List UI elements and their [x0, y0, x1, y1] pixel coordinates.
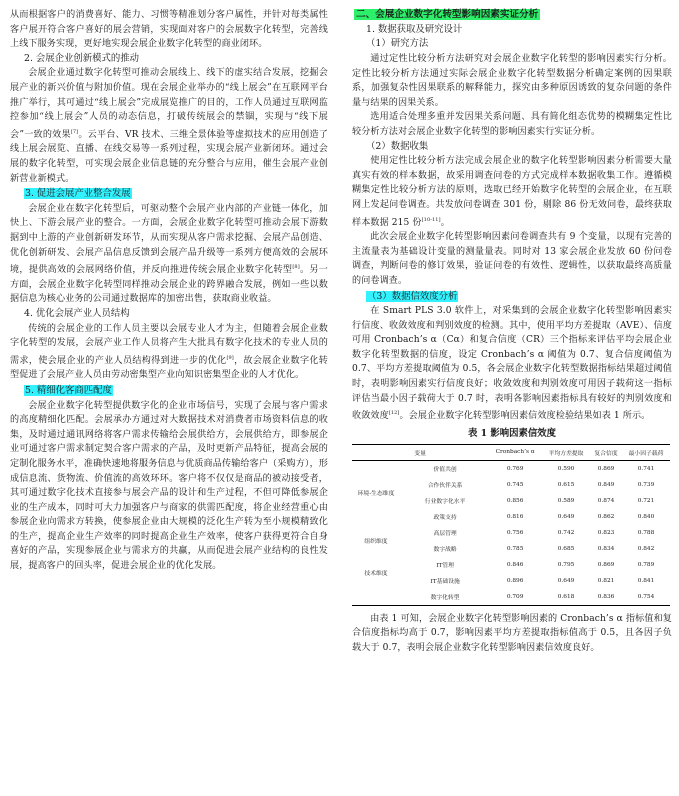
highlight-reliability: （3）数据信效度分析: [367, 290, 458, 302]
table-header-min-loading: 最小因子载荷: [622, 444, 670, 460]
heading-research-method: （1）研究方法: [366, 38, 429, 50]
table-cell: 0.709: [488, 589, 542, 606]
heading-reliability: [352, 290, 672, 305]
table-cell: 0.869: [597, 561, 615, 568]
table-cell: 0.785: [506, 545, 524, 552]
table-cell: 0.649: [557, 577, 575, 584]
heading-data-design: 1. 数据获取及研究设计: [366, 23, 463, 35]
paragraph-method-2: 选用适合处理多重并发因果关系问题、具有简化组态优势的模糊集定性比较分析方法对会展企业数字化转型的影响因素实行实证分析。: [352, 112, 672, 137]
citation-7: [7]: [70, 128, 79, 135]
paragraph-staff-text: 传统的会展企业的工作人员主要以会展专业人才为主，但随着会展企业数字化转型的发展，会展产业工作人员将产生大批具有数字化技术的专业人员的需求，使会展企业的产业人员结构得到进一步的优化: [10, 323, 328, 366]
table-cell: 0.769: [506, 465, 524, 472]
paragraph-conclusion: 由表 1 可知，会展企业数字化转型影响因素的 Cronbach’s α 指标值和复合信度指标均高于 0.7，影响因素平均方差提取指标值高于 0.5，且各因子负载大于 0.7，表明会展企业数字化转型影响因素信效度良好。: [352, 613, 672, 654]
paragraph-reliability-tail: 。会展企业数字化转型影响因素信效度检验结果如表 1 所示。: [399, 411, 651, 422]
citation-12: [12]: [388, 410, 400, 417]
table-cell: 0.836: [590, 589, 622, 606]
paragraph-collection-1-text: 使用定性比较分析方法完成会展企业的数字化转型影响因素分析需要大量真实有效的样本数据，故采用调查问卷的方式完成样本数据收集工作。遵循模糊集定性比较分析方法的原则，选取已经开始数字化转型的会展企业，在互联网上发起问卷调查。共发放问卷调查 301 份，剔除 86 份无效问卷，最终获取样本数据 215 份: [352, 156, 672, 228]
heading-industry-integration: [10, 187, 328, 202]
paragraph-reliability: [352, 304, 672, 424]
paragraph-method-1: 通过定性比较分析方法研究对会展企业数字化转型的影响因素实行分析。定性比较分析方法通过实际会展企业数字化转型数据分析确定案例的因果联系，加强复杂性因果联系的解释能力，探究由多种原因诱致的复杂问题的条件量与结果的因果关系。: [352, 53, 672, 108]
table-row-label: 行业数字化水平: [424, 499, 466, 506]
table-cell: 0.618: [542, 589, 590, 606]
table-cell: 0.896: [506, 577, 524, 584]
heading-matching: [10, 384, 328, 399]
table-row-label: 价值共创: [433, 467, 457, 474]
table-row: [352, 493, 670, 509]
paragraph-matching: 会展企业数字化转型提供数字化的企业市场信号，实现了会展与客户需求的高度精细化匹配。会展承办方通过对大数据技术对消费者市场资料信息的收集，及时通过通讯网络将客户需求传输给会展供给方，会展供给方，即参展企业可通过客户需求制定契合客户需求的产品，及时更新产品特征，提高会展的定制化服务水平，准确快速地将服务信息与优质商品传输给客户（采购方），形成信息流、货物流、价值流的高效环环。客户将不仅仅是商品的被动接受者，其可通过数字化技术直接参与展会产品的设计和生产过程，不但可降低参展企业的生产成本，同时可大力加强客户与商家的供需匹配度，将企业经营重心由参展企业向需求方转换，使参展企业由大规模的泛化生产转为至小规模精致化的生产，提高企业生产效率的同时提高企业生产效率，使客户获得更符合自身喜好的产品，实现参展企业与需求方的共赢，从而促进会展产业结构的良性发展，提高客户的回头率，促进会展企业的优化发展。: [10, 400, 328, 572]
table-header-variable: 变量: [352, 444, 488, 460]
table-header-cr: 复合信度: [590, 444, 622, 460]
table-row: [352, 477, 670, 493]
table-group-env: 环境-生态维度: [357, 491, 395, 498]
table-cell: 0.823: [597, 529, 615, 536]
paragraph-integration: [10, 202, 328, 307]
highlight-matching: 5. 精细化客商匹配度: [25, 384, 112, 396]
table-row-label: 数字战略: [433, 547, 457, 554]
table-cell: 0.741: [637, 465, 655, 472]
table-row-label: 合作伙伴关系: [427, 483, 463, 490]
table-cell: 0.842: [637, 545, 655, 552]
table-cell: 0.856: [506, 497, 524, 504]
table-group-org: 组织维度: [364, 539, 388, 546]
table-cell: 0.756: [506, 529, 524, 536]
citation-10-11: [10-11]: [421, 216, 441, 223]
table-cell: 0.874: [597, 497, 615, 504]
highlight-industry-integration: 3. 促进会展产业整合发展: [25, 188, 131, 200]
table-cell: 0.816: [506, 513, 524, 520]
table-cell: 0.754: [622, 589, 670, 606]
table-cell: 0.869: [597, 465, 615, 472]
table-row: [352, 573, 670, 589]
table-cell: 0.834: [597, 545, 615, 552]
table-row: [352, 525, 670, 541]
table-cell: 0.739: [637, 481, 655, 488]
table-header-cronbach: Cronbach’s α: [488, 444, 542, 460]
citation-8: [8]: [292, 264, 300, 271]
table-cell: 0.685: [557, 545, 575, 552]
heading-innovation-mode: 2. 会展企业创新模式的推动: [24, 52, 140, 64]
table-row: [352, 589, 670, 606]
table-cell: 0.840: [637, 513, 655, 520]
table-cell: 0.862: [597, 513, 615, 520]
paragraph-staff-tail: ，故会展企业数字化转型促进了会展产业人员由劳动密集型产业向知识密集型企业的人才优化。: [10, 355, 328, 381]
highlight-section-title: 二、会展企业数字化转型影响因素实证分析: [356, 9, 539, 20]
table-cell: 0.795: [557, 561, 575, 568]
table-group-tech: 技术维度: [364, 571, 388, 578]
section-title: [352, 8, 672, 23]
table-cell: 0.789: [637, 561, 655, 568]
table-cell: 0.849: [597, 481, 615, 488]
right-column: [352, 8, 672, 656]
paragraph-intro: 从而根据客户的消费喜好、能力、习惯等精准划分客户属性，并针对每类属性客户展开符合客户喜好的展会营销，实现面对客户的会展数字化转型，完善线上线下服务实现，更好地实现会展企业数字化转型的商业闭环。: [10, 10, 328, 50]
table-row-label: 政策支持: [433, 515, 457, 522]
table-cell: 0.615: [557, 481, 575, 488]
heading-staff-structure: 4. 优化会展产业人员结构: [24, 307, 130, 319]
table-cell: 0.742: [557, 529, 575, 536]
table-cell: 0.649: [557, 513, 575, 520]
table-row-label: 高层管理: [433, 531, 457, 538]
table-row-label: 数字化转型: [400, 589, 488, 606]
paragraph-staff: [10, 322, 328, 383]
table-cell: 0.589: [557, 497, 575, 504]
table-header-ave: 平均方差提取: [542, 444, 590, 460]
table-group-empty: [352, 589, 400, 606]
paragraph-collection-1: [352, 154, 672, 230]
reliability-table: [352, 444, 670, 606]
paragraph-integration-text: 会展企业在数字化转型后，可驱动整个会展产业内部的产业链一体化，加快上、下游会展产业的整合。一方面，会展企业数字化转型可推动会展下游数据到中上游的产业创新研发环节，从而实现从客户需求挖掘、会展产品创造、优化创新研发、会展产品信息反馈到会展产品升级等一系列方便高效的会展环境，提供高效的会展网络价值，并反向推进传统会展企业数字化转型: [10, 203, 328, 276]
paragraph-collection-1-tail: 。: [440, 217, 450, 228]
table-caption: 表 1 影响因素信效度: [467, 427, 557, 439]
table-row: [352, 509, 670, 525]
paragraph-innovation-text: 会展企业通过数字化转型可推动会展线上、线下的虚实结合发展，挖掘会展产业的新兴价值与附加价值。现在会展企业举办的“线上展会”在互联网平台推广举行，其可通过“线上展会”完成展览推广的目的，工作人员通过互联网监控参加“线上展会”人员的动态信息，打破传统展会的禁锢，实现与“线下展会”一致的效果: [10, 68, 328, 140]
table-row: [352, 557, 670, 573]
table-cell: 0.721: [637, 497, 655, 504]
table-row-label: IT管理: [436, 563, 454, 570]
table-cell: 0.846: [506, 561, 524, 568]
table-cell: 0.590: [557, 465, 575, 472]
paragraph-reliability-text: 在 Smart PLS 3.0 软件上，对采集到的会展企业数字化转型影响因素实行信度、收敛效度和判别效度的检测。其中，使用平均方差提取（AVE）、信度可用 Cronbach’s α（Cα）和复合信度（CR）三个指标来评估平均会展企业数字化转型数据的信度，设定 Cronbach’s α 阈值为 0.7、复合信度阈值为 0.7、平均方差提取阈值为 0.5，各会展企业数字化转型数据指标结果超过阈值时，表明影响因素实行信度良好；收敛效度和判别效度可用因子载荷这一指标评估当最小因子载荷大于 0.7 时，表明各影响因素指标具有较好的判别效度和收敛效度: [352, 306, 672, 422]
citation-9: [9]: [226, 354, 234, 361]
table-cell: 0.745: [506, 481, 524, 488]
table-cell: 0.788: [637, 529, 655, 536]
left-column: [10, 8, 328, 574]
table-row-label: IT基础设施: [430, 579, 460, 586]
paragraph-integration-tail: 。另一方面，会展企业数字化转型同样推动会展企业的跨界融合发展，例如一些以数据信息为核心业务的公司通过数据库的加密出售，获取商业收益。: [10, 265, 328, 305]
paragraph-innovation: [10, 66, 328, 186]
table-cell: 0.841: [637, 577, 655, 584]
table-cell: 0.821: [597, 577, 615, 584]
paragraph-innovation-tail: 。云平台、VR 技术、三维全景体验等虚拟技术的应用创造了线上展会展览、直播、在线交易等一系列过程，实现会展产业新闭环。通过会展的数字化转型，可实现会展企业信息链的充分整合与应用，催生会展产业创新营业新模式。: [10, 129, 328, 184]
heading-data-collection: （2）数据收集: [366, 140, 429, 152]
paragraph-collection-2: 此次会展企业数字化转型影响因素问卷调查共有 9 个变量，以现有完善的主流量表为基础设计变量的测量量表。同时对 13 家会展企业发放 60 份问卷调查，判断问卷的修订效果，验证问卷的有效性、逻辑性，以获取最终高质量的问卷调查。: [352, 232, 672, 286]
table-row: [352, 541, 670, 557]
table-row: [352, 460, 670, 477]
table-header-row: [352, 444, 670, 460]
